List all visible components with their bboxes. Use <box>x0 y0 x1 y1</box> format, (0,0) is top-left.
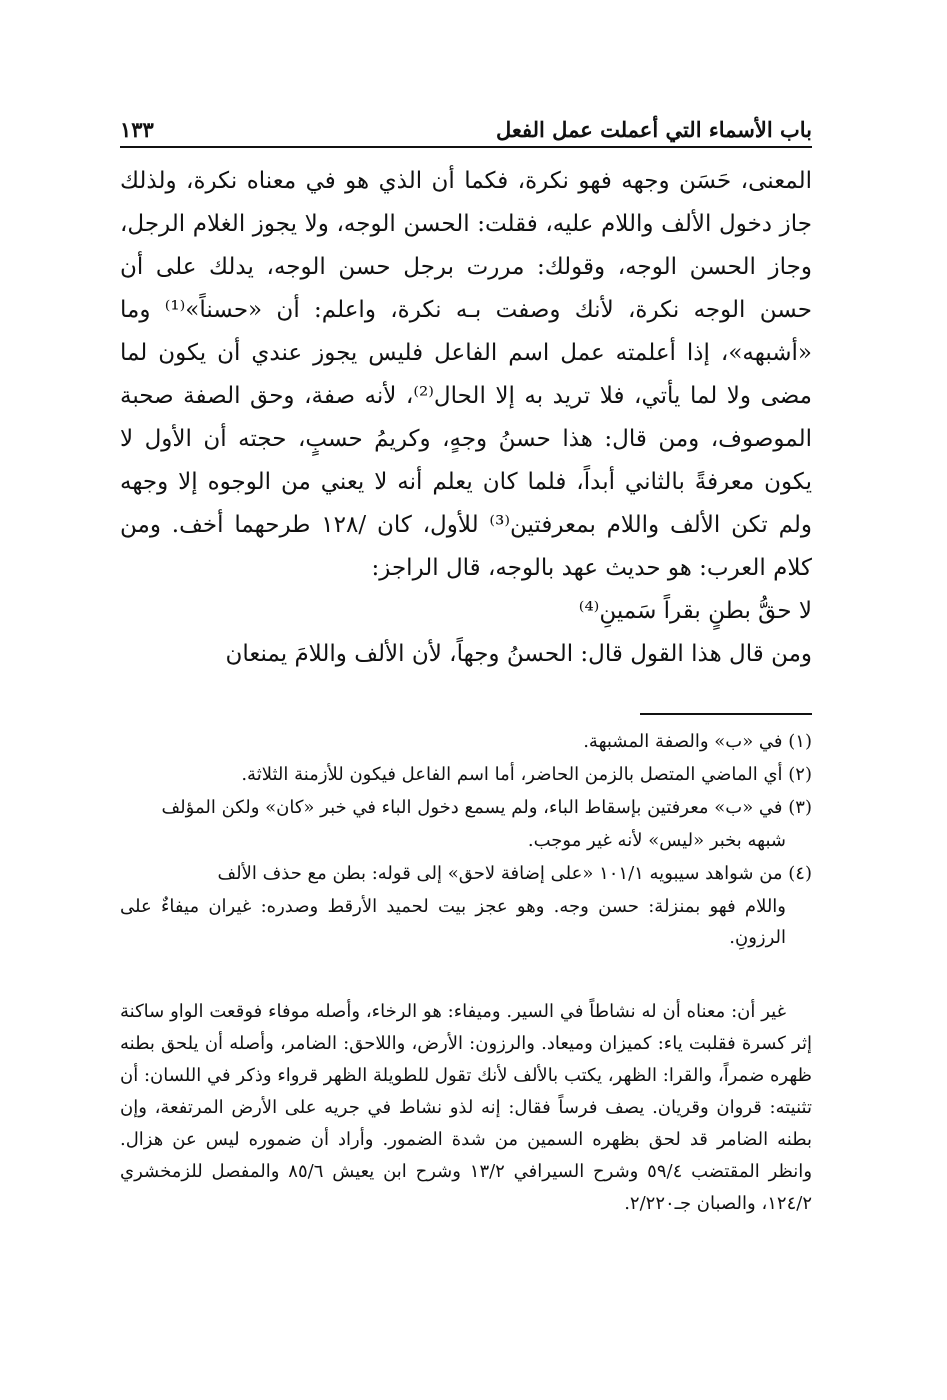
main-text <box>120 160 812 676</box>
footnote-3: (٣) في «ب» معرفتين بإسقاط الباء، ولم يسمع دخول الباء في خبر «كان» ولكن المؤلف <box>161 797 812 818</box>
commentary-paragraph: غير أن: معناه أن له نشاطاً في السير. وميفاء: هو الرخاء، وأصله موفاء فوقعت الواو ساكنة إثر كسرة فقلبت ياء: كميزان وميعاد. والرزون: الأرض، واللاحق: الضامر، وأصله أن يلحق بطنه ظهره ضمراً، والقرا: الظهر، يكتب بالألف لأنك تقول للطويلة الظهر قرواء وذكر في اللسان: أن تثنيته: قروان وقريان. يصف فرساً فقال: إنه لذو نشاط في جريه على الأرض المرتفعة، وإن بطنه الضامر قد لحق بظهره السمين من شدة الضمور. وأراد أن ضموره ليس عن هزال. وانظر المقتضب ٥٩/٤ وشرح السيرافي ١٣/٢ وشرح ابن يعيش ٨٥/٦ والمفصل للزمخشري ١٢٤/٢، والصبان جـ٢/٢٢٠. <box>120 1001 813 1214</box>
footnote-1: (١) في «ب» والصفة المشبهة. <box>583 731 812 752</box>
main-paragraph-continued: ومن قال هذا القول قال: الحسنُ وجهاً، لأن الألف واللامَ يمنعان <box>225 641 812 667</box>
footnotes <box>120 726 812 955</box>
page-number: ١٣٣ <box>120 117 154 142</box>
footnote-3-continued: شبهه بخبر «ليس» لأنه غير موجب. <box>527 830 786 851</box>
main-paragraph: المعنى، حَسَن وجهه فهو نكرة، فكما أن الذي هو في معناه نكرة، ولذلك جاز دخول الألف واللام عليه، فقلت: الحسن الوجه، ولا يجوز الغلام الرجل، وجاز الحسن الوجه، وقولك: مررت برجل حسن الوجه، يدلك على أن حسن الوجه نكرة، لأنك وصفت بـه نكرة، واعلم: أن «حسناً»⁽¹⁾ وما «أشبهه»، إذا أعلمته عمل اسم الفاعل فليس يجوز عندي أن يكون لما مضى ولا لما يأتي، فلا تريد به إلا الحال⁽²⁾، لأنه صفة، وحق الصفة صحبة الموصوف، ومن قال: هذا حسنُ وجهٍ، وكريمُ حسبٍ، حجته أن الأول لا يكون معرفةً بالثاني أبداً، فلما كان يعلم أنه لا يعني من الوجوه إلا وجهه ولم تكن الألف واللام بمعرفتين⁽³⁾ للأول، كان /١٢٨ طرحهما أخف. ومن كلام العرب: هو حديث عهد بالوجه، قال الراجز: <box>120 168 813 581</box>
footnote-commentary <box>120 996 812 1220</box>
footnote-4-continued: واللام فهو بمنزلة: حسن وجه. وهو عجز بيت لحميد الأرقط وصدره: غيران ميفاءٌ على الرزونِ. <box>120 896 786 948</box>
footnote-2: (٢) أي الماضي المتصل بالزمن الحاضر، أما اسم الفاعل فيكون للأزمنة الثلاثة. <box>241 764 812 785</box>
footnote-4: (٤) من شواهد سيبويه ١٠١/١ «على إضافة لاحق» إلى قوله: بطن مع حذف الألف <box>217 863 812 884</box>
header-divider <box>120 146 812 148</box>
footnote-divider <box>640 713 812 715</box>
poetry-verse: لا حقُّ بطنٍ بقراً سَمينِ⁽⁴⁾ <box>578 598 812 624</box>
chapter-title: باب الأسماء التي أعملت عمل الفعل <box>495 117 812 142</box>
page-header <box>120 108 812 142</box>
